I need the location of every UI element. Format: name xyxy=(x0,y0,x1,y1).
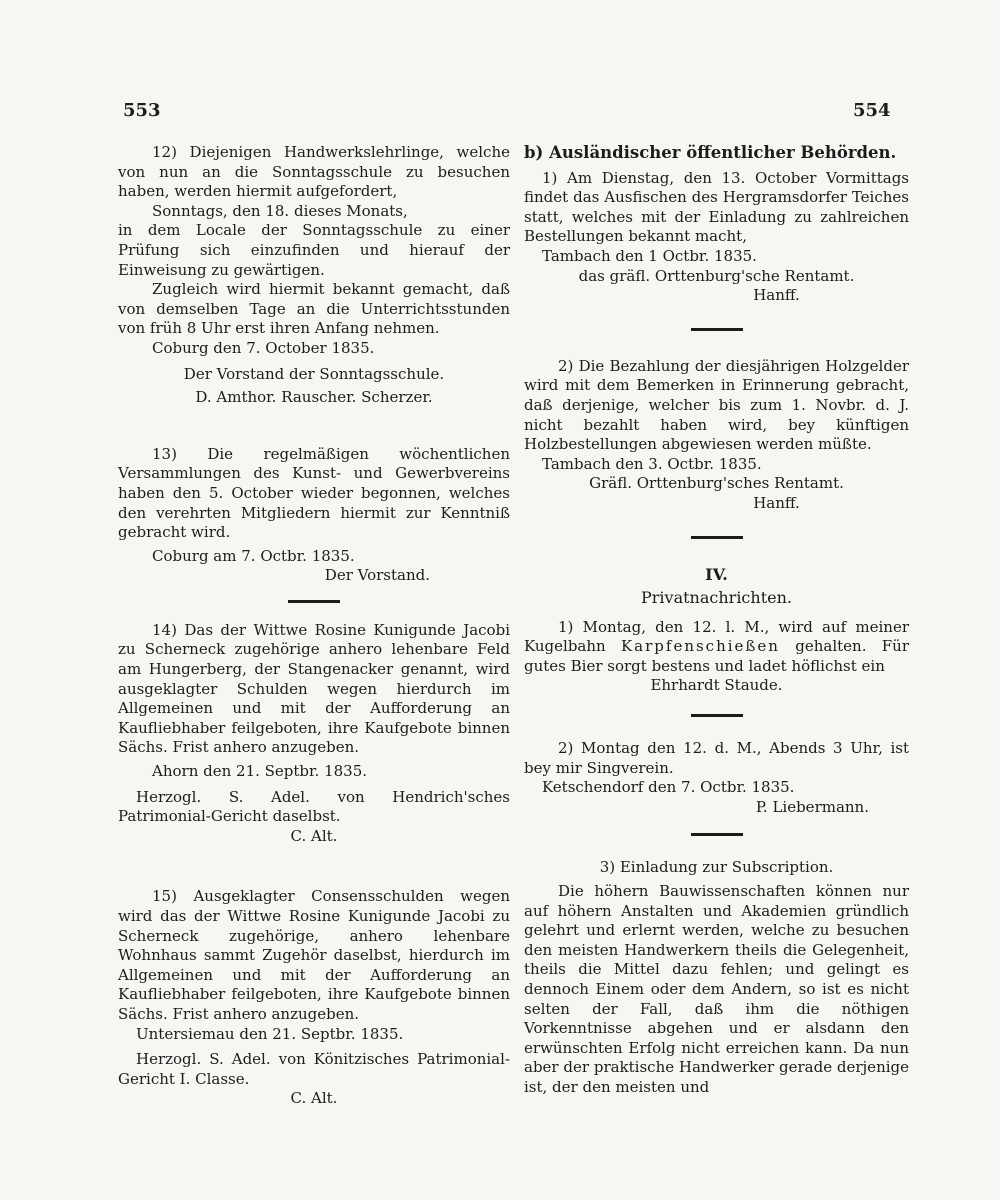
separator-rule xyxy=(288,600,340,603)
notice-12-place-date: Coburg den 7. October 1835. xyxy=(152,338,375,357)
right-column xyxy=(524,143,909,1104)
private-notice-2 xyxy=(524,739,909,817)
spacer xyxy=(288,858,340,861)
section-iv-numeral: IV. xyxy=(705,564,728,584)
private-notice-3 xyxy=(524,858,909,1097)
notice-12-body3: Zugleich wird hiermit bekannt gemacht, daß von demselben Tage an die Unterrichtsstunden von früh 8 Uhr erst ihren Anfang nehmen. xyxy=(118,280,510,338)
notice-12-signers: D. Amthor. Rauscher. Scherzer. xyxy=(195,388,433,407)
private-notice-1 xyxy=(524,618,909,696)
notice-12-date-line: Sonntags, den 18. dieses Monats, xyxy=(152,201,408,220)
private-notice-1-signer: Ehrhardt Staude. xyxy=(650,676,783,695)
notice-13 xyxy=(118,445,510,586)
notice-12-body: 12) Diejenigen Handwerkslehrlinge, welche von nun an die Sonntagsschule zu besuchen haben, werden hiermit aufgefordert, xyxy=(118,143,510,201)
private-notice-1-text-b: gehalten. Für gutes Bier sorgt bestens und ladet höflichst ein xyxy=(524,637,909,675)
left-column xyxy=(118,143,510,1115)
notice-15-place-date: Untersiemau den 21. Septbr. 1835. xyxy=(136,1024,404,1043)
notice-14-body: 14) Das der Wittwe Rosine Kunigunde Jacobi zu Scherneck zugehörige anhero lehenbare Feld am Hungerberg, der Stangenacker genannt, wird ausgeklagter Schulden wegen hierdurch im Allgemeinen und mit der Aufforderung an Kaufliebhaber feilgeboten, ihre Kaufgebote binnen Sächs. Frist anhero anzugeben. xyxy=(118,620,510,757)
notice-15-body: 15) Ausgeklagter Consensschulden wegen wird das der Wittwe Rosine Kunigunde Jacobi zu Scherneck zugehörige, anhero lehenbare Wohnhaus sammt Zugehör daselbst, hierdurch im Allgemeinen und mit der Aufforderung an Kaufliebhaber feilgeboten, ihre Kaufgebote binnen Sächs. Frist anhero anzugeben. xyxy=(118,887,510,1023)
separator-rule xyxy=(691,714,743,717)
notice-b-2 xyxy=(524,357,909,514)
notice-14 xyxy=(118,621,510,847)
private-notice-3-heading: 3) Einladung zur Subscription. xyxy=(599,858,834,877)
notice-13-authority: Der Vorstand. xyxy=(324,566,430,585)
private-notice-1-text-a: 1) Montag, den 12. l. M., wird auf meiner Kugelbahn xyxy=(524,617,909,656)
notice-b-2-body: 2) Die Bezahlung der diesjährigen Holzgelder wird mit dem Bemerken in Erinnerung gebracht, daß derjenige, welcher bis zum 1. Novbr. d. J. nicht bezahlt haben wird, bey künftigen Holzbestellungen abgewiesen werden müßte. xyxy=(524,356,909,454)
page-number-left: 553 xyxy=(123,100,161,121)
notice-b-1-body: 1) Am Dienstag, den 13. October Vormittags findet das Ausfischen des Hergramsdorfer Teiches statt, welches mit der Einladung zu zahlreichen Bestellungen bekannt macht, xyxy=(524,168,909,246)
notice-12 xyxy=(118,143,510,408)
separator-rule xyxy=(691,328,743,331)
private-notice-3-body: Die höhern Bauwissenschaften können nur auf höhern Anstalten und Akademien gründlich gelehrt und erlernt werden, welche zu besuchen den meisten Handwerkern theils die Gelegenheit, theils die Mittel dazu fehlen; und gelingt es dennoch Einem oder dem Andern, so ist es nicht selten der Fall, daß ihm die nöthigen Vorkenntnisse abgehen und er alsdann den erwünschten Erfolg nicht erreichen kann. Da nun aber der praktische Handwerker gerade derjenige ist, der den meisten und xyxy=(524,882,909,1096)
page-number-right: 554 xyxy=(853,100,891,121)
notice-b-1 xyxy=(524,169,909,306)
private-notice-2-place-date: Ketschendorf den 7. Octbr. 1835. xyxy=(542,778,795,797)
private-notice-2-signer: P. Liebermann. xyxy=(755,797,869,816)
notice-b-1-place-date: Tambach den 1 Octbr. 1835. xyxy=(542,246,757,265)
notice-b-1-signer: Hanff. xyxy=(753,286,800,305)
notice-13-body: 13) Die regelmäßigen wöchentlichen Versammlungen des Kunst- und Gewerbvereins haben den 5. October wieder begonnen, welches den verehrten Mitgliedern hiermit zur Kenntniß gebracht wird. xyxy=(118,444,510,542)
notice-14-place-date: Ahorn den 21. Septbr. 1835. xyxy=(152,762,368,781)
notice-15-signer: C. Alt. xyxy=(290,1089,338,1108)
separator-rule xyxy=(691,536,743,539)
private-notice-1-event: Karpfenschießen xyxy=(620,637,780,656)
notice-13-place-date: Coburg am 7. Octbr. 1835. xyxy=(152,546,355,565)
notice-15 xyxy=(118,887,510,1109)
section-b-heading: b) Ausländischer öffentlicher Behörden. xyxy=(524,143,897,162)
notice-14-signer: C. Alt. xyxy=(290,826,338,845)
notice-b-2-authority: Gräfl. Orttenburg'sches Rentamt. xyxy=(589,474,844,493)
notice-b-1-authority: das gräfl. Orttenburg'sche Rentamt. xyxy=(578,266,855,285)
spacer xyxy=(288,420,340,423)
notice-12-body2: in dem Locale der Sonntagsschule zu einer Prüfung sich einzufinden und hierauf der Einweisung zu gewärtigen. xyxy=(118,221,510,279)
private-notice-2-body: 2) Montag den 12. d. M., Abends 3 Uhr, ist bey mir Singverein. xyxy=(524,739,909,777)
notice-b-2-signer: Hanff. xyxy=(753,493,800,512)
separator-rule xyxy=(691,833,743,836)
notice-15-authority: Herzogl. S. Adel. von Könitzisches Patrimonial-Gericht I. Classe. xyxy=(118,1050,510,1088)
section-iv-title: Privatnachrichten. xyxy=(641,588,792,608)
notice-14-authority: Herzogl. S. Adel. von Hendrich'sches Patrimonial-Gericht daselbst. xyxy=(118,787,510,826)
notice-12-authority: Der Vorstand der Sonntagsschule. xyxy=(183,364,445,383)
notice-b-2-place-date: Tambach den 3. Octbr. 1835. xyxy=(542,454,762,473)
